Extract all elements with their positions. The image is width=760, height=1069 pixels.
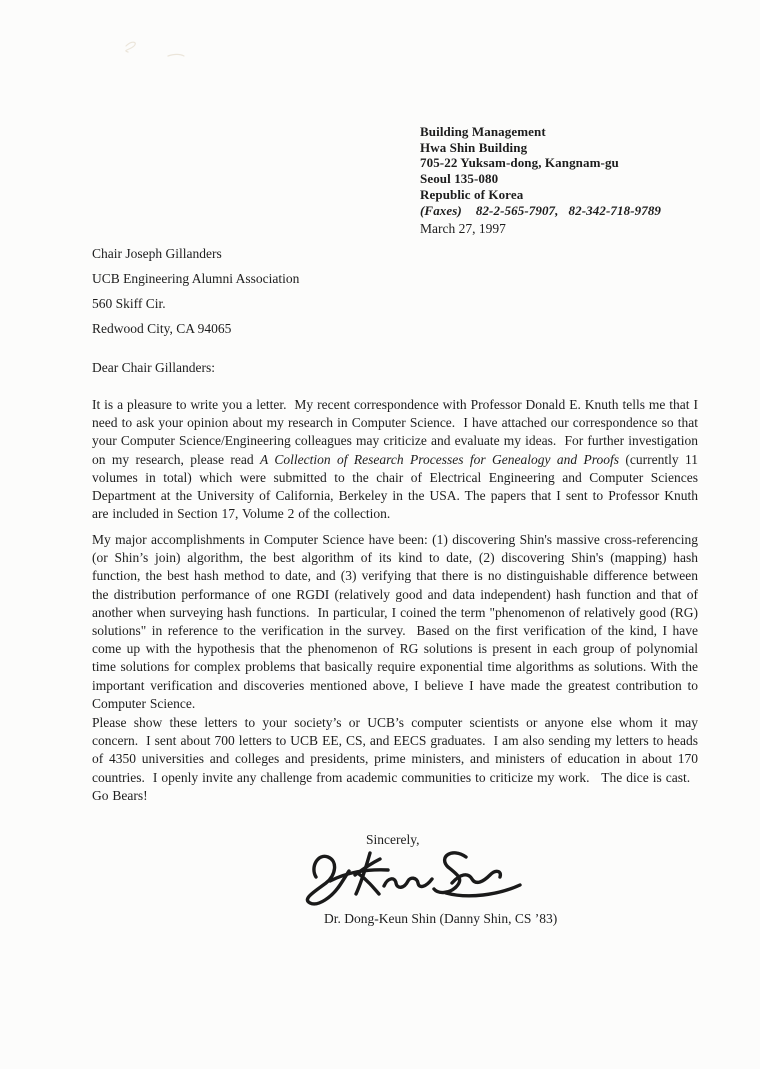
recipient-line: Chair Joseph Gillanders: [92, 246, 222, 261]
paragraph-1-text: It is a pleasure to write you a letter. My recent correspondence with Professor Donald E. Knuth tells me that I need to ask your opinion about my research in Computer Science. I have attached our correspondence so that your Computer Science/Engineering colleagues may criticize and evaluate my ideas. For further investigation on my research, please read: [92, 397, 698, 467]
recipient-line: Redwood City, CA 94065: [92, 321, 232, 336]
signature-script: [300, 841, 524, 909]
date-line: March 27, 1997: [420, 221, 506, 236]
letterhead-line: Seoul 135-080: [420, 171, 499, 187]
letterhead-line: Building Management: [420, 124, 546, 139]
letterhead-line: Republic of Korea: [420, 186, 524, 202]
book-title-italic: A Collection of Research Processes for Genealogy and Proofs: [259, 451, 619, 467]
body-paragraph-2: My major accomplishments in Computer Science have been: (1) discovering Shin's massive cross-referencing (or Shin’s join) algorithm, the best algorithm of its kind to date, (2) discovering Shin's (mapping) hash function, the best hash method to date, and (3) verifying that there is no distinguishable difference between the distribution performance of one RGDI (relatively good and data independent) hash function and that of another when surveying hash functions. In particular, I coined the term "phenomenon of relatively good (RG) solutions" in reference to the verification in the survey. Based on the first verification of the kind, I have come up with the hypothesis that the phenomenon of RG solutions is present in each group of polynomial time solutions for complex problems that basically require exponential time algorithms as solutions. With the important verification and discoveries mentioned above, I believe I have made the greatest contribution to Computer Science.: [92, 532, 698, 711]
body-paragraph-1: [92, 396, 698, 523]
valediction: Sincerely,: [366, 832, 420, 847]
body-paragraph-3: Please show these letters to your society’s or UCB’s computer scientists or anyone else whom it may concern. I sent about 700 letters to UCB EE, CS, and EECS graduates. I am also sending my letters to heads of 4350 universities and colleges and presidents, prime ministers, and ministers of education in about 170 countries. I openly invite any challenge from academic communities to criticize my work. The dice is cast. Go Bears!: [92, 715, 698, 803]
scan-smudge-mark: [108, 32, 198, 62]
recipient-line: 560 Skiff Cir.: [92, 296, 166, 311]
salutation: Dear Chair Gillanders:: [92, 360, 215, 375]
letterhead: [420, 124, 661, 218]
letterhead-line: 705-22 Yuksam-dong, Kangnam-gu: [420, 155, 619, 171]
fax-label: (Faxes): [420, 202, 462, 218]
paragraph-1-text: (currently 11 volumes in total) which were submitted to the chair of Electrical Engineering and Computer Sciences Department at the University of California, Berkeley in the USA. The papers that I sent to Professor Knuth are included in Section 17, Volume 2 of the collection.: [92, 451, 698, 522]
signed-name: Dr. Dong-Keun Shin (Danny Shin, CS ’83): [324, 911, 558, 926]
fax-line: [420, 203, 661, 219]
recipient-address: [92, 241, 299, 341]
recipient-line: UCB Engineering Alumni Association: [92, 271, 300, 286]
letterhead-line: Hwa Shin Building: [420, 139, 528, 155]
fax-numbers: 82-2-565-7907, 82-342-718-9789: [475, 202, 662, 218]
